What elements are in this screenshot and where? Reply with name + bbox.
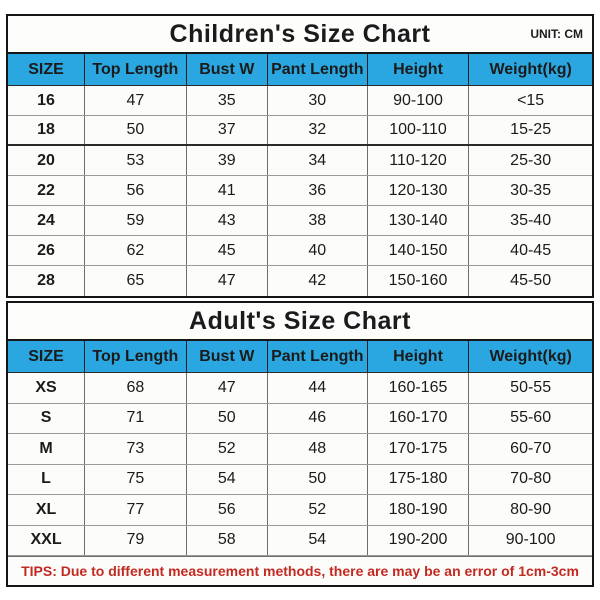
size-cell: 28 [8, 266, 85, 296]
column-header-bust-w: Bust W [187, 341, 268, 372]
table-cell: 38 [268, 206, 368, 235]
column-header-size: SIZE [8, 54, 85, 85]
size-cell: XL [8, 495, 85, 525]
size-cell: 26 [8, 236, 85, 265]
children-header-row [8, 52, 592, 86]
size-cell: 24 [8, 206, 85, 235]
table-cell: 70-80 [510, 470, 552, 488]
table-cell: 130-140 [368, 206, 470, 235]
table-cell: 40 [268, 236, 368, 265]
table-cell: 75 [85, 465, 187, 495]
table-cell: 52 [268, 495, 368, 525]
column-header-pant-length: Pant Length [268, 341, 368, 372]
table-cell: 41 [187, 176, 268, 205]
children-row-18 [8, 116, 592, 146]
size-cell: 18 [8, 116, 85, 144]
children-size-chart [6, 14, 594, 298]
table-cell: 150-160 [368, 266, 470, 296]
size-cell: XS [8, 373, 85, 403]
table-cell: 54 [187, 465, 268, 495]
table-cell: 120-130 [368, 176, 470, 205]
table-cell: 52 [187, 434, 268, 464]
table-cell: 45 [187, 236, 268, 265]
tips-row [8, 556, 592, 585]
table-cell: 170-175 [368, 434, 470, 464]
size-cell: S [8, 404, 85, 434]
table-cell: 79 [85, 526, 187, 556]
table-cell: 54 [268, 526, 368, 556]
table-cell: 90-100 [368, 86, 470, 115]
table-cell: <15 [517, 91, 545, 109]
table-cell: 36 [268, 176, 368, 205]
table-cell: 56 [85, 176, 187, 205]
children-row-28 [8, 266, 592, 296]
table-cell: 140-150 [368, 236, 470, 265]
table-cell: 25-30 [510, 151, 552, 169]
table-cell: 60-70 [510, 439, 552, 457]
table-cell: 110-120 [368, 146, 470, 175]
table-cell: 50 [187, 404, 268, 434]
table-cell: 35 [187, 86, 268, 115]
size-cell: M [8, 434, 85, 464]
table-cell: 71 [85, 404, 187, 434]
adult-size-chart [6, 301, 594, 587]
table-cell: 65 [85, 266, 187, 296]
table-cell: 58 [187, 526, 268, 556]
table-cell: 100-110 [368, 116, 470, 144]
adult-header-row [8, 339, 592, 373]
column-header-size: SIZE [8, 341, 85, 372]
column-header-weight: Weight(kg) [469, 341, 592, 372]
table-cell: 180-190 [368, 495, 470, 525]
table-cell: 46 [268, 404, 368, 434]
table-cell: 30-35 [510, 181, 552, 199]
table-cell: 32 [268, 116, 368, 144]
table-cell: 160-165 [368, 373, 470, 403]
table-cell: 30 [268, 86, 368, 115]
adult-chart-title: Adult's Size Chart [189, 306, 411, 335]
column-header-top-length: Top Length [85, 54, 187, 85]
table-cell: 50-55 [510, 378, 552, 396]
table-cell: 35-40 [510, 211, 552, 229]
column-header-height: Height [368, 341, 470, 372]
adult-title-row [8, 303, 592, 339]
table-cell: 39 [187, 146, 268, 175]
table-cell: 50 [85, 116, 187, 144]
adult-row-l [8, 465, 592, 496]
table-cell: 44 [268, 373, 368, 403]
column-header-height: Height [368, 54, 470, 85]
table-cell: 56 [187, 495, 268, 525]
tips-note: TIPS: Due to different measurement methods, there are may be an error of 1cm-3cm [21, 563, 579, 579]
column-header-pant-length: Pant Length [268, 54, 368, 85]
size-cell: 22 [8, 176, 85, 205]
table-cell: 55-60 [510, 409, 552, 427]
adult-row-xl [8, 495, 592, 526]
size-cell: XXL [8, 526, 85, 556]
table-cell: 53 [85, 146, 187, 175]
table-cell: 48 [268, 434, 368, 464]
table-cell: 42 [268, 266, 368, 296]
adult-row-m [8, 434, 592, 465]
table-cell: 190-200 [368, 526, 470, 556]
table-cell: 37 [187, 116, 268, 144]
table-cell: 34 [268, 146, 368, 175]
children-row-26 [8, 236, 592, 266]
table-cell: 47 [187, 266, 268, 296]
size-cell: L [8, 465, 85, 495]
column-header-top-length: Top Length [85, 341, 187, 372]
table-cell: 68 [85, 373, 187, 403]
table-cell: 47 [187, 373, 268, 403]
children-row-24 [8, 206, 592, 236]
adult-row-xs [8, 373, 592, 404]
size-cell: 16 [8, 86, 85, 115]
children-title-row [8, 16, 592, 52]
size-cell: 20 [8, 146, 85, 175]
adult-row-xxl [8, 526, 592, 557]
column-header-bust-w: Bust W [187, 54, 268, 85]
table-cell: 80-90 [510, 500, 552, 518]
table-cell: 73 [85, 434, 187, 464]
unit-label: UNIT: CM [530, 27, 583, 41]
table-cell: 62 [85, 236, 187, 265]
adult-row-s [8, 404, 592, 435]
children-chart-title: Children's Size Chart [169, 19, 431, 48]
children-row-20 [8, 146, 592, 176]
table-cell: 90-100 [505, 531, 556, 549]
column-header-weight: Weight(kg) [469, 54, 592, 85]
table-cell: 15-25 [510, 121, 552, 138]
table-cell: 50 [268, 465, 368, 495]
children-row-22 [8, 176, 592, 206]
table-cell: 175-180 [368, 465, 470, 495]
table-cell: 40-45 [510, 241, 552, 259]
children-row-16 [8, 86, 592, 116]
table-cell: 47 [85, 86, 187, 115]
table-cell: 77 [85, 495, 187, 525]
table-cell: 45-50 [510, 272, 552, 289]
table-cell: 59 [85, 206, 187, 235]
table-cell: 43 [187, 206, 268, 235]
table-cell: 160-170 [368, 404, 470, 434]
